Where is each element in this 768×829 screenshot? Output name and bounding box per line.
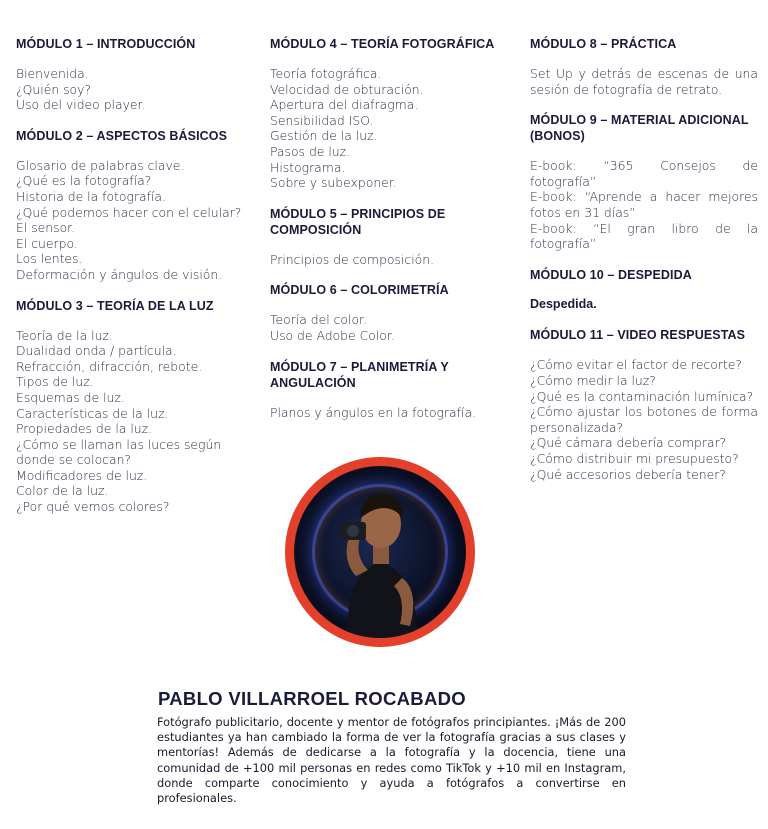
list-item: ¿Cómo distribuir mi presupuesto? bbox=[530, 450, 739, 466]
list-item: Set Up y detrás de escenas de una sesión de fotografía de retrato. bbox=[530, 66, 758, 97]
module-title: MÓDULO 1 – INTRODUCCIÓN bbox=[16, 37, 196, 51]
list-item: ¿Qué es la fotografía? bbox=[16, 173, 152, 189]
list-item: Glosario de palabras clave. bbox=[16, 157, 185, 173]
list-item: Velocidad de obturación. bbox=[270, 81, 424, 97]
list-item: ¿Por qué vemos colores? bbox=[16, 499, 170, 515]
list-item: Tipos de luz. bbox=[16, 374, 94, 390]
list-item: Esquemas de luz. bbox=[16, 389, 125, 405]
module-title: MÓDULO 7 – PLANIMETRÍA Y ANGULACIÓN bbox=[270, 359, 449, 390]
list-item: Teoría del color. bbox=[270, 312, 367, 328]
module-9 bbox=[530, 112, 758, 252]
list-item: Color de la luz. bbox=[16, 483, 109, 499]
list-item: Histograma. bbox=[270, 159, 346, 175]
module-title: MÓDULO 4 – TEORÍA FOTOGRÁFICA bbox=[270, 37, 495, 51]
list-item: Sobre y subexponer. bbox=[270, 175, 397, 191]
author-name: PABLO VILLARROEL ROCABADO bbox=[158, 688, 466, 709]
portrait-photo bbox=[294, 466, 466, 638]
list-item: ¿Qué accesorios debería tener? bbox=[530, 466, 726, 482]
list-item: Planos y ángulos en la fotografía. bbox=[270, 404, 476, 420]
list-item: ¿Qué es la contaminación lumínica? bbox=[530, 388, 754, 404]
module-1 bbox=[16, 36, 244, 113]
list-item: ¿Cómo ajustar los botones de forma personalizada? bbox=[530, 404, 758, 435]
module-8 bbox=[530, 36, 758, 97]
list-item: Sensibilidad ISO. bbox=[270, 112, 374, 128]
list-item: El cuerpo. bbox=[16, 235, 78, 251]
author-portrait bbox=[285, 457, 475, 647]
module-title: MÓDULO 9 – MATERIAL ADICIONAL (BONOS) bbox=[530, 113, 749, 144]
list-item: ¿Quién soy? bbox=[16, 81, 92, 97]
list-item: Uso del video player. bbox=[16, 97, 146, 113]
list-item: Los lentes. bbox=[16, 251, 83, 267]
module-5 bbox=[270, 206, 502, 268]
list-item: Teoría fotográfica. bbox=[270, 66, 382, 81]
list-item: ¿Cómo medir la luz? bbox=[530, 372, 656, 388]
list-item: E-book: “365 Consejos de fotografía” bbox=[530, 158, 758, 189]
list-item: Gestión de la luz. bbox=[270, 128, 378, 144]
list-item: E-book: “El gran libro de la fotografía” bbox=[530, 220, 758, 252]
list-item: El sensor. bbox=[16, 220, 76, 236]
column-right bbox=[530, 36, 758, 497]
module-4 bbox=[270, 36, 502, 191]
module-title: MÓDULO 3 – TEORÍA DE LA LUZ bbox=[16, 298, 214, 313]
module-11 bbox=[530, 327, 758, 482]
module-3 bbox=[16, 298, 244, 515]
list-item: ¿Qué cámara debería comprar? bbox=[530, 435, 727, 451]
column-middle bbox=[270, 36, 502, 435]
list-item: Historia de la fotografía. bbox=[16, 188, 166, 204]
module-2 bbox=[16, 128, 244, 283]
list-item: Refracción, difracción, rebote. bbox=[16, 358, 203, 374]
module-title: MÓDULO 10 – DESPEDIDA bbox=[530, 267, 692, 282]
module-title: MÓDULO 5 – PRINCIPIOS DE COMPOSICIÓN bbox=[270, 206, 446, 237]
list-item: Principios de composición. bbox=[270, 251, 435, 267]
person-silhouette bbox=[294, 466, 466, 638]
list-item: Características de la luz. bbox=[16, 405, 169, 421]
list-item: Teoría de la luz. bbox=[16, 327, 113, 343]
module-title: MÓDULO 8 – PRÁCTICA bbox=[530, 37, 677, 51]
list-item: Uso de Adobe Color. bbox=[270, 327, 395, 343]
list-item: Pasos de luz. bbox=[270, 143, 351, 159]
module-10 bbox=[530, 267, 758, 313]
list-item: Bienvenida. bbox=[16, 66, 89, 81]
list-item: ¿Qué podemos hacer con el celular? bbox=[16, 204, 242, 220]
list-item: E-book: “Aprende a hacer mejores fotos en 31 días” bbox=[530, 189, 758, 220]
list-item: Despedida. bbox=[530, 296, 597, 311]
module-title: MÓDULO 6 – COLORIMETRÍA bbox=[270, 283, 449, 298]
list-item: Modificadores de luz. bbox=[16, 467, 148, 483]
module-7 bbox=[270, 359, 502, 421]
list-item: Propiedades de la luz. bbox=[16, 421, 153, 437]
column-left bbox=[16, 36, 244, 530]
list-item: ¿Cómo evitar el factor de recorte? bbox=[530, 357, 743, 373]
list-item: Apertura del diafragma. bbox=[270, 97, 419, 113]
list-item: Deformación y ángulos de visión. bbox=[16, 266, 223, 282]
list-item: Dualidad onda / partícula. bbox=[16, 343, 177, 359]
author-bio: Fotógrafo publicitario, docente y mentor de fotógrafos principiantes. ¡Más de 200 estudiantes ya han cambiado la forma de ver la fotografía gracias a sus clases y mentorías! Además de dedicarse a la fotografía y la docencia, tiene una comunidad de +100 mil personas en redes como TikTok y +10 mil en Instagram, donde comparte conocimiento y ayuda a fotógrafos a convertirse en profesionales. bbox=[157, 715, 626, 806]
module-title: MÓDULO 2 – ASPECTOS BÁSICOS bbox=[16, 128, 228, 143]
module-6 bbox=[270, 282, 502, 343]
module-title: MÓDULO 11 – VIDEO RESPUESTAS bbox=[530, 328, 746, 343]
list-item: ¿Cómo se llaman las luces según donde se colocan? bbox=[16, 436, 222, 468]
